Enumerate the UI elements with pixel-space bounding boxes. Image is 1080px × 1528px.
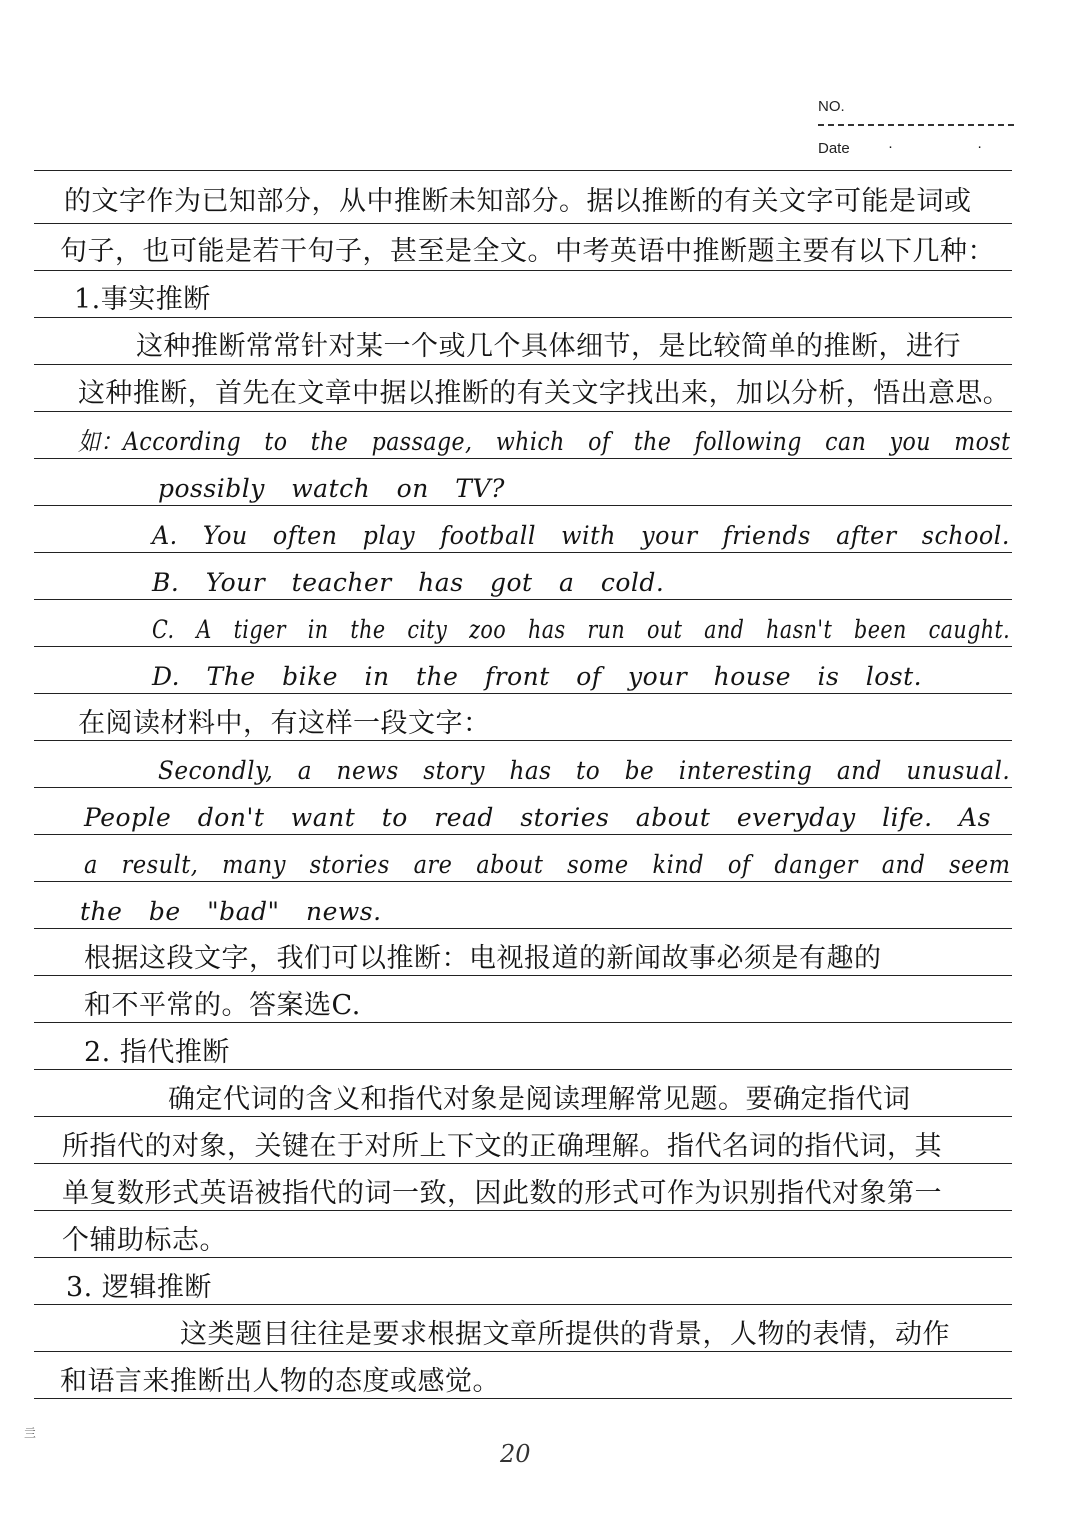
ruled-line [34,928,1012,929]
ruled-line [34,787,1012,788]
passage-line: People don't want to read stories about everyday life. As [84,803,991,832]
ruled-line [34,881,1012,882]
passage-line: a result, many stories are about some kind of danger and seem [84,850,1011,879]
page-number: 20 [500,1440,531,1468]
passage-line: the be "bad" news. [80,897,382,926]
ruled-line [34,552,1012,553]
example-question: 如：According to the passage, which of the following can you most [78,427,1011,456]
ruled-line [34,505,1012,506]
date-dots: · · [888,138,1023,155]
text-line: 这种推断，首先在文章中据以推断的有关文字找出来，加以分析，悟出意思。 [78,378,1011,409]
ruled-line [34,1116,1012,1117]
text-line: 和语言来推断出人物的态度或感觉。 [60,1366,500,1397]
passage-line: Secondly, a news story has to be interesting and unusual. [158,756,1011,785]
ruled-line [34,364,1012,365]
text-line: 的文字作为已知部分，从中推断未知部分。据以推断的有关文字可能是词或 [64,186,972,217]
text-line: 确定代词的含义和指代对象是阅读理解常见题。要确定指代词 [168,1084,911,1115]
option-d: D. The bike in the front of your house is lost. [152,662,923,691]
option-b: B. Your teacher has got a cold. [152,568,665,597]
number-label: NO. [818,98,845,115]
ruled-line [34,1210,1012,1211]
text-line: 所指代的对象，关键在于对所上下文的正确理解。指代名词的指代词，其 [62,1131,942,1162]
ruled-line [34,834,1012,835]
date-label: Date [818,140,850,157]
ruled-line [34,693,1012,694]
option-a: A. You often play football with your friends after school. [152,521,1010,550]
option-c: C. A tiger in the city zoo has run out and hasn't been caught. [152,615,1011,644]
text-line: 根据这段文字，我们可以推断：电视报道的新闻故事必须是有趣的 [84,943,882,974]
ruled-line [34,1351,1012,1352]
text-line: 这种推断常常针对某一个或几个具体细节，是比较简单的推断，进行 [136,331,961,362]
text-line: 句子，也可能是若干句子，甚至是全文。中考英语中推断题主要有以下几种： [60,236,995,267]
ruled-line [34,975,1012,976]
section-heading-fact-inference: 1.事实推断 [74,284,211,315]
ruled-line [34,270,1012,271]
text-line: 个辅助标志。 [62,1225,227,1256]
ruled-line [34,740,1012,741]
ruled-line [34,170,1012,171]
ruled-line [34,1022,1012,1023]
ruled-line [34,223,1012,224]
ruled-line [34,458,1012,459]
example-question-cont: possibly watch on TV? [158,474,505,503]
section-heading-reference-inference: 2. 指代推断 [84,1037,230,1068]
text-line: 单复数形式英语被指代的词一致，因此数的形式可作为识别指代对象第一 [62,1178,942,1209]
number-dashed-line [818,124,1014,126]
ruled-line [34,317,1012,318]
margin-mark: 亖 [24,1426,37,1440]
text-line: 这类题目往往是要求根据文章所提供的背景，人物的表情，动作 [180,1319,950,1350]
ruled-line [34,411,1012,412]
ruled-line [34,599,1012,600]
ruled-line [34,646,1012,647]
text-line: 和不平常的。答案选C. [84,990,361,1021]
ruled-line [34,1257,1012,1258]
ruled-line [34,1398,1012,1399]
section-heading-logic-inference: 3. 逻辑推断 [66,1272,212,1303]
ruled-line [34,1304,1012,1305]
text-line: 在阅读材料中，有这样一段文字： [78,708,491,739]
ruled-line [34,1069,1012,1070]
ruled-line [34,1163,1012,1164]
